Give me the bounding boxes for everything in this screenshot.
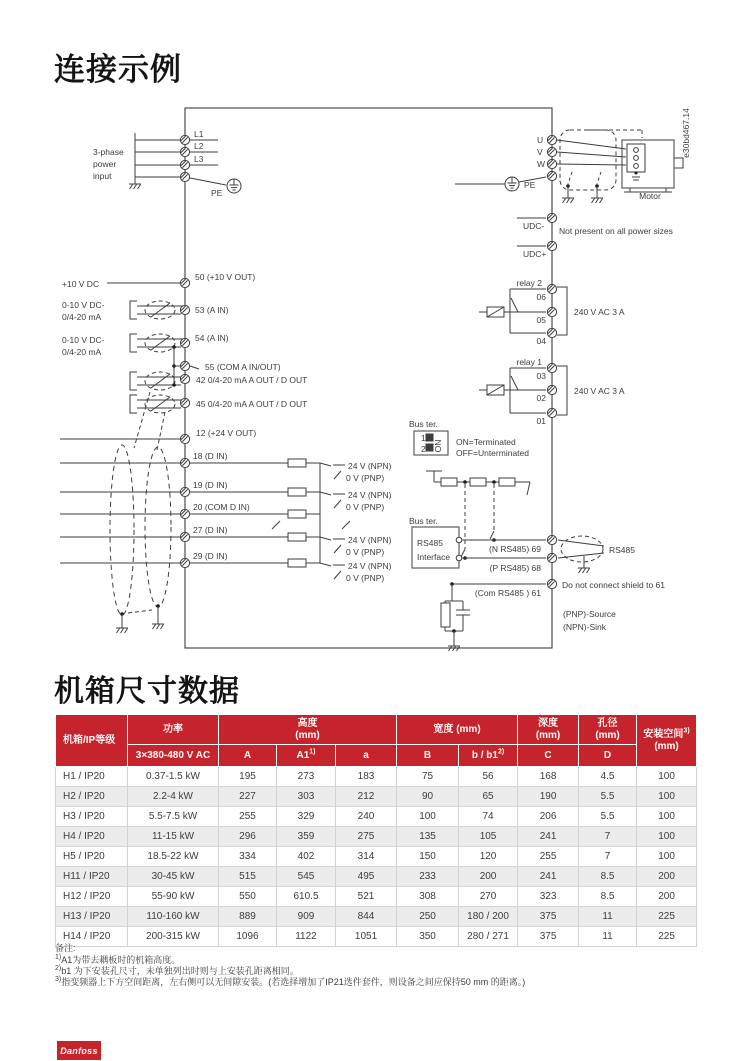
rs485-interface-label-1: RS485 bbox=[417, 538, 443, 548]
relay2-rating: 240 V AC 3 A bbox=[574, 307, 625, 317]
dim-cell: 0.37-1.5 kW bbox=[128, 767, 219, 787]
terminal-label-l1: L1 bbox=[194, 129, 204, 139]
col-header-space-line2: (mm) bbox=[654, 740, 679, 752]
terminal-label-l2: L2 bbox=[194, 141, 204, 151]
dim-cell: 55-90 kW bbox=[128, 887, 219, 907]
subcol-c: C bbox=[518, 745, 579, 767]
motor-label: Motor bbox=[639, 191, 661, 201]
dim-cell: 334 bbox=[219, 847, 277, 867]
col-header-height-line1: 高度 bbox=[297, 717, 318, 729]
danfoss-logo-text: Danfoss bbox=[60, 1045, 98, 1056]
page-title-connection: 连接示例 bbox=[54, 52, 182, 87]
terminal-label-53: 53 (A IN) bbox=[195, 305, 229, 315]
terminal-label-54: 54 (A IN) bbox=[195, 333, 229, 343]
col-header-depth bbox=[518, 715, 579, 745]
dim-cell: 233 bbox=[397, 867, 459, 887]
relay2-t05: 05 bbox=[536, 315, 546, 325]
subcol-a-small: a bbox=[336, 745, 397, 767]
relay2-label: relay 2 bbox=[516, 278, 542, 288]
table-row bbox=[56, 807, 697, 827]
subcol-bb1-sup: 2) bbox=[497, 748, 505, 756]
dim-cell: 240 bbox=[336, 807, 397, 827]
table-row bbox=[56, 787, 697, 807]
terminal-label-12: 12 (+24 V OUT) bbox=[196, 428, 257, 438]
dim-cell: 18.5-22 kW bbox=[128, 847, 219, 867]
dim-cell: 255 bbox=[219, 807, 277, 827]
subcol-a: A bbox=[219, 745, 277, 767]
dim-cell: 5.5-7.5 kW bbox=[128, 807, 219, 827]
plus10v-label: +10 V DC bbox=[62, 279, 100, 289]
dip-2-label: 2 bbox=[421, 444, 426, 454]
dim-cell: 200 bbox=[637, 887, 697, 907]
di19-npn-label: 24 V (NPN) bbox=[348, 490, 392, 500]
note-item: $^{1)}$A1为带去耦板时的机箱高度。 bbox=[55, 954, 181, 965]
terminal-label-27: 27 (D IN) bbox=[193, 525, 228, 535]
bus-ter-label-top: Bus ter. bbox=[409, 419, 438, 429]
dim-cell: 273 bbox=[277, 767, 336, 787]
col-header-depth-line1: 深度 bbox=[538, 717, 559, 729]
table-row bbox=[56, 907, 697, 927]
danfoss-logo bbox=[57, 1041, 101, 1060]
ain53-range-1: 0-10 V DC- bbox=[62, 300, 105, 310]
dim-cell: 100 bbox=[637, 767, 697, 787]
dim-cell: 30-45 kW bbox=[128, 867, 219, 887]
dim-cell: 5.5 bbox=[579, 807, 637, 827]
bus-ter-label-bottom: Bus ter. bbox=[409, 516, 438, 526]
dim-cell: H2 / IP20 bbox=[56, 787, 128, 807]
dim-cell: 521 bbox=[336, 887, 397, 907]
notes bbox=[55, 943, 525, 988]
dim-cell: 515 bbox=[219, 867, 277, 887]
di29-npn-label: 24 V (NPN) bbox=[348, 561, 392, 571]
dim-cell: 56 bbox=[459, 767, 518, 787]
terminal-label-w: W bbox=[537, 159, 546, 169]
terminal-label-29: 29 (D IN) bbox=[193, 551, 228, 561]
dim-cell: 909 bbox=[277, 907, 336, 927]
rs485-interface-label-2: Interface bbox=[417, 552, 451, 562]
page-title-dimensions: 机箱尺寸数据 bbox=[54, 675, 240, 708]
dim-cell: 275 bbox=[336, 827, 397, 847]
dim-cell: 250 bbox=[397, 907, 459, 927]
dim-cell: 359 bbox=[277, 827, 336, 847]
col-header-enclosure: 机箱/IP等级 bbox=[56, 715, 128, 767]
dim-cell: 11 bbox=[579, 907, 637, 927]
dim-cell: H11 / IP20 bbox=[56, 867, 128, 887]
subcol-a1-text: A1 bbox=[296, 749, 310, 761]
col-header-hole-line2: (mm) bbox=[595, 729, 620, 741]
dim-cell: 308 bbox=[397, 887, 459, 907]
dim-cell: 241 bbox=[518, 827, 579, 847]
dim-cell: 180 / 200 bbox=[459, 907, 518, 927]
dim-cell: 100 bbox=[637, 787, 697, 807]
table-row bbox=[56, 767, 697, 787]
dim-cell: H1 / IP20 bbox=[56, 767, 128, 787]
dim-cell: 183 bbox=[336, 767, 397, 787]
dim-cell: 280 / 271 bbox=[459, 927, 518, 947]
dim-cell: 100 bbox=[397, 807, 459, 827]
dim-cell: 206 bbox=[518, 807, 579, 827]
n-rs485-label: (N RS485) 69 bbox=[489, 544, 541, 554]
three-phase-label-2: power bbox=[93, 159, 117, 169]
dim-cell: 200 bbox=[459, 867, 518, 887]
dim-table-body bbox=[56, 767, 697, 947]
dim-cell: H4 / IP20 bbox=[56, 827, 128, 847]
terminal-label-20: 20 (COM D IN) bbox=[193, 502, 250, 512]
dim-cell: 212 bbox=[336, 787, 397, 807]
relay2-t06: 06 bbox=[536, 292, 546, 302]
dim-cell: 100 bbox=[637, 827, 697, 847]
table-row bbox=[56, 887, 697, 907]
dim-cell: 610.5 bbox=[277, 887, 336, 907]
relay1-t02: 02 bbox=[536, 393, 546, 403]
dim-cell: 200 bbox=[637, 867, 697, 887]
di18-npn-label: 24 V (NPN) bbox=[348, 461, 392, 471]
notes-title: 备注: bbox=[55, 943, 76, 953]
dim-cell: 135 bbox=[397, 827, 459, 847]
dim-cell: 150 bbox=[397, 847, 459, 867]
dim-cell: H5 / IP20 bbox=[56, 847, 128, 867]
dim-cell: 1122 bbox=[277, 927, 336, 947]
col-header-width: 宽度 (mm) bbox=[397, 715, 518, 745]
off-unterminated-label: OFF=Unterminated bbox=[456, 448, 529, 458]
subcol-bb1 bbox=[459, 745, 518, 767]
col-header-space-line1: 安装空间 bbox=[643, 728, 684, 740]
com-rs485-label: (Com RS485 ) 61 bbox=[474, 588, 541, 598]
subcol-a1-sup: 1) bbox=[309, 748, 316, 756]
col-header-depth-line2: (mm) bbox=[535, 729, 561, 741]
dim-cell: 375 bbox=[518, 907, 579, 927]
dim-cell: 225 bbox=[637, 927, 697, 947]
ain54-range-1: 0-10 V DC- bbox=[62, 335, 105, 345]
dim-cell: 74 bbox=[459, 807, 518, 827]
dim-cell: 100 bbox=[637, 847, 697, 867]
di29-pnp-label: 0 V (PNP) bbox=[346, 573, 385, 583]
dim-cell: 844 bbox=[336, 907, 397, 927]
relay1-rating: 240 V AC 3 A bbox=[574, 386, 625, 396]
subcol-a1 bbox=[277, 745, 336, 767]
dim-cell: 168 bbox=[518, 767, 579, 787]
di18-pnp-label: 0 V (PNP) bbox=[346, 473, 385, 483]
col-header-hole-line1: 孔径 bbox=[597, 717, 618, 729]
terminal-label-45: 45 0/4-20 mA A OUT / D OUT bbox=[196, 399, 308, 409]
dim-cell: 195 bbox=[219, 767, 277, 787]
dim-cell: 1051 bbox=[336, 927, 397, 947]
col-header-height bbox=[219, 715, 397, 745]
subcol-bb1-text: b / b1 bbox=[471, 749, 498, 761]
no-shield-note: Do not connect shield to 61 bbox=[562, 580, 666, 590]
dim-cell: 65 bbox=[459, 787, 518, 807]
dim-cell: 402 bbox=[277, 847, 336, 867]
pnp-source-label: (PNP)-Source bbox=[563, 609, 616, 619]
dim-cell: 4.5 bbox=[579, 767, 637, 787]
terminal-label-pe-left: PE bbox=[211, 188, 223, 198]
dim-cell: 241 bbox=[518, 867, 579, 887]
terminal-label-42: 42 0/4-20 mA A OUT / D OUT bbox=[196, 375, 308, 385]
dim-cell: H14 / IP20 bbox=[56, 927, 128, 947]
col-header-space bbox=[637, 715, 697, 767]
col-header-hole bbox=[579, 715, 637, 745]
terminal-label-19: 19 (D IN) bbox=[193, 480, 228, 490]
relay1-t03: 03 bbox=[536, 371, 546, 381]
dim-cell: 1096 bbox=[219, 927, 277, 947]
subcol-voltage: 3×380-480 V AC bbox=[128, 745, 219, 767]
udc-minus-label: UDC- bbox=[523, 221, 545, 231]
dim-cell: 11-15 kW bbox=[128, 827, 219, 847]
dim-cell: 495 bbox=[336, 867, 397, 887]
terminal-label-pe-right: PE bbox=[524, 180, 536, 190]
di27-pnp-label: 0 V (PNP) bbox=[346, 547, 385, 557]
dim-cell: 90 bbox=[397, 787, 459, 807]
dim-cell: 2.2-4 kW bbox=[128, 787, 219, 807]
note-item: $^{2)}$b1 为下安装孔尺寸，未单独列出时则与上安装孔距离相同。 bbox=[55, 965, 299, 976]
on-terminated-label: ON=Terminated bbox=[456, 437, 516, 447]
rs485-label: RS485 bbox=[609, 545, 635, 555]
dim-cell: 200-315 kW bbox=[128, 927, 219, 947]
table-row bbox=[56, 867, 697, 887]
note-item: $^{3)}$指变频器上下方空间距离，左右侧可以无间隙安装。(若选择增加了IP21选件套件，则设备之间应保持50 mm 的距离。) bbox=[55, 976, 526, 987]
dim-cell: 5.5 bbox=[579, 787, 637, 807]
dim-cell: 314 bbox=[336, 847, 397, 867]
col-header-power: 功率 bbox=[128, 715, 219, 745]
dim-cell: 7 bbox=[579, 827, 637, 847]
dim-cell: 100 bbox=[637, 807, 697, 827]
subcol-b: B bbox=[397, 745, 459, 767]
ain54-range-2: 0/4-20 mA bbox=[62, 347, 102, 357]
col-header-space-sup: 3) bbox=[683, 727, 690, 735]
dim-cell: H12 / IP20 bbox=[56, 887, 128, 907]
relay1-label: relay 1 bbox=[516, 357, 542, 367]
dim-cell: 270 bbox=[459, 887, 518, 907]
dim-cell: 303 bbox=[277, 787, 336, 807]
dim-cell: 375 bbox=[518, 927, 579, 947]
terminal-label-u: U bbox=[537, 135, 544, 145]
dimensions-table bbox=[55, 714, 697, 947]
dim-cell: 889 bbox=[219, 907, 277, 927]
dim-cell: 8.5 bbox=[579, 887, 637, 907]
npn-sink-label: (NPN)-Sink bbox=[563, 622, 606, 632]
dip-1-label: 1 bbox=[421, 433, 426, 443]
dim-cell: 323 bbox=[518, 887, 579, 907]
udc-note: Not present on all power sizes bbox=[559, 226, 673, 236]
p-rs485-label: (P RS485) 68 bbox=[489, 563, 541, 573]
table-row bbox=[56, 847, 697, 867]
ain53-range-2: 0/4-20 mA bbox=[62, 312, 102, 322]
dim-cell: 7 bbox=[579, 847, 637, 867]
notes-list bbox=[55, 955, 525, 988]
table-row bbox=[56, 827, 697, 847]
udc-plus-label: UDC+ bbox=[523, 249, 547, 259]
dim-cell: H3 / IP20 bbox=[56, 807, 128, 827]
dim-cell: 11 bbox=[579, 927, 637, 947]
dim-cell: 329 bbox=[277, 807, 336, 827]
dim-cell: 550 bbox=[219, 887, 277, 907]
drawing-id: e30bd467.14 bbox=[681, 108, 691, 158]
terminal-label-18: 18 (D IN) bbox=[193, 451, 228, 461]
dim-cell: H13 / IP20 bbox=[56, 907, 128, 927]
dim-cell: 545 bbox=[277, 867, 336, 887]
di27-npn-label: 24 V (NPN) bbox=[348, 535, 392, 545]
dim-cell: 190 bbox=[518, 787, 579, 807]
dim-cell: 227 bbox=[219, 787, 277, 807]
relay2-t04: 04 bbox=[536, 336, 546, 346]
terminal-label-v: V bbox=[537, 147, 543, 157]
relay1-t01: 01 bbox=[536, 416, 546, 426]
terminal-label-50: 50 (+10 V OUT) bbox=[195, 272, 256, 282]
dim-cell: 120 bbox=[459, 847, 518, 867]
three-phase-label-1: 3-phase bbox=[93, 147, 124, 157]
dim-cell: 350 bbox=[397, 927, 459, 947]
dip-on-label: ON bbox=[433, 439, 443, 453]
dim-cell: 255 bbox=[518, 847, 579, 867]
three-phase-label-3: input bbox=[93, 171, 112, 181]
dim-cell: 110-160 kW bbox=[128, 907, 219, 927]
subcol-d: D bbox=[579, 745, 637, 767]
dim-cell: 105 bbox=[459, 827, 518, 847]
terminal-label-55: 55 (COM A IN/OUT) bbox=[205, 362, 281, 372]
dim-cell: 75 bbox=[397, 767, 459, 787]
col-header-height-line2: (mm) bbox=[295, 729, 320, 741]
dim-cell: 8.5 bbox=[579, 867, 637, 887]
dim-cell: 296 bbox=[219, 827, 277, 847]
dim-cell: 225 bbox=[637, 907, 697, 927]
di19-pnp-label: 0 V (PNP) bbox=[346, 502, 385, 512]
terminal-label-l3: L3 bbox=[194, 154, 204, 164]
